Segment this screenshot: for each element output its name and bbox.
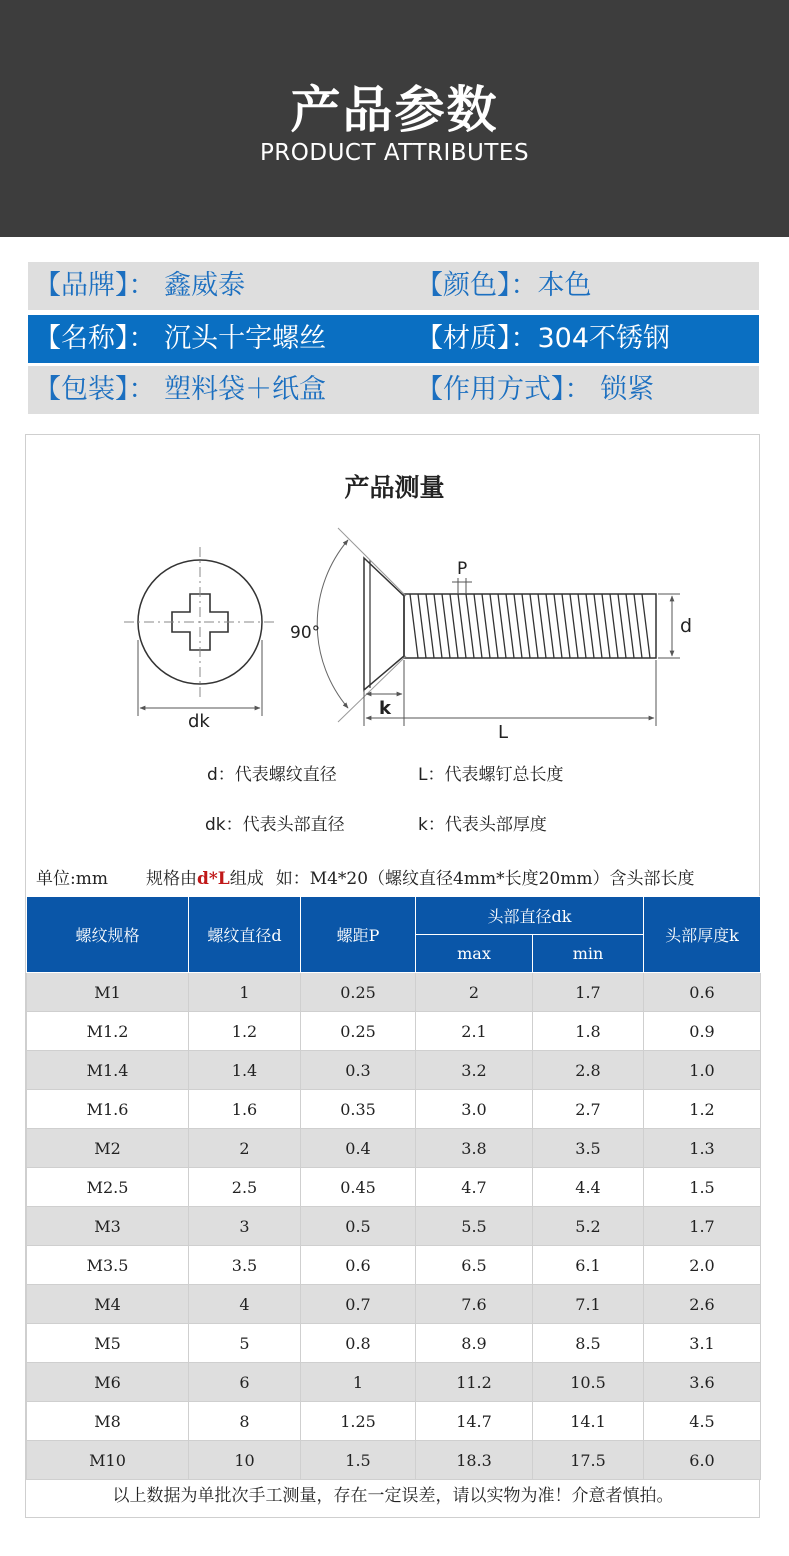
cell-k: 2.6	[644, 1285, 761, 1324]
cell-pitch: 0.8	[301, 1324, 416, 1363]
table-row	[27, 1090, 761, 1129]
attribute-material: 【材质】：304不锈钢	[416, 323, 671, 354]
legend-thread-diameter: d：代表螺纹直径	[207, 765, 337, 785]
cell-k: 4.5	[644, 1402, 761, 1441]
cell-k: 0.9	[644, 1012, 761, 1051]
cell-thread-d: 10	[189, 1441, 301, 1480]
cell-k: 2.0	[644, 1246, 761, 1285]
cell-spec: M10	[27, 1441, 189, 1480]
cell-pitch: 0.35	[301, 1090, 416, 1129]
spec-note	[36, 864, 695, 889]
cell-spec: M2.5	[27, 1168, 189, 1207]
cell-pitch: 0.7	[301, 1285, 416, 1324]
cell-dk-min: 10.5	[533, 1363, 644, 1402]
cell-pitch: 0.4	[301, 1129, 416, 1168]
cell-thread-d: 4	[189, 1285, 301, 1324]
cell-k: 6.0	[644, 1441, 761, 1480]
table-row	[27, 1363, 761, 1402]
cell-spec: M3.5	[27, 1246, 189, 1285]
spec-table	[26, 896, 761, 1480]
cell-thread-d: 8	[189, 1402, 301, 1441]
cell-spec: M4	[27, 1285, 189, 1324]
header-head-dk: 头部直径dk	[416, 897, 644, 935]
cell-thread-d: 1.4	[189, 1051, 301, 1090]
screw-head-top-view	[124, 547, 276, 716]
measurement-title: 产品测量	[344, 473, 445, 502]
table-row	[27, 1246, 761, 1285]
header-max: max	[416, 935, 533, 973]
table-row	[27, 973, 761, 1012]
cell-spec: M3	[27, 1207, 189, 1246]
attribute-brand: 【品牌】： 鑫威泰	[34, 270, 246, 301]
cell-dk-max: 6.5	[416, 1246, 533, 1285]
label-head-dk: dk	[188, 711, 210, 732]
cell-dk-max: 5.5	[416, 1207, 533, 1246]
cell-spec: M8	[27, 1402, 189, 1441]
cell-pitch: 0.3	[301, 1051, 416, 1090]
cell-dk-max: 8.9	[416, 1324, 533, 1363]
cell-dk-min: 3.5	[533, 1129, 644, 1168]
label-length-L: L	[498, 722, 509, 743]
cell-dk-min: 6.1	[533, 1246, 644, 1285]
cell-thread-d: 6	[189, 1363, 301, 1402]
cell-dk-max: 7.6	[416, 1285, 533, 1324]
table-row	[27, 1402, 761, 1441]
header-thread-d: 螺纹直径d	[189, 897, 301, 973]
cell-dk-min: 1.8	[533, 1012, 644, 1051]
cell-spec: M2	[27, 1129, 189, 1168]
cell-pitch: 1.25	[301, 1402, 416, 1441]
cell-dk-max: 2	[416, 973, 533, 1012]
cell-dk-max: 18.3	[416, 1441, 533, 1480]
cell-pitch: 1	[301, 1363, 416, 1402]
legend-head-diameter: dk：代表头部直径	[205, 815, 345, 835]
table-row	[27, 1168, 761, 1207]
cell-spec: M6	[27, 1363, 189, 1402]
cell-dk-min: 17.5	[533, 1441, 644, 1480]
spec-prefix: 规格由	[145, 869, 197, 889]
cell-pitch: 1.5	[301, 1441, 416, 1480]
cell-thread-d: 3	[189, 1207, 301, 1246]
cell-dk-max: 3.0	[416, 1090, 533, 1129]
cell-dk-min: 4.4	[533, 1168, 644, 1207]
legend-head-thickness: k：代表头部厚度	[418, 815, 547, 835]
cell-dk-max: 3.2	[416, 1051, 533, 1090]
table-row	[27, 1129, 761, 1168]
cell-pitch: 0.45	[301, 1168, 416, 1207]
cell-k: 3.6	[644, 1363, 761, 1402]
cell-dk-min: 8.5	[533, 1324, 644, 1363]
spec-suffix: 组成	[229, 869, 264, 889]
label-thread-d: d	[680, 615, 693, 637]
table-row	[27, 1207, 761, 1246]
cell-spec: M1	[27, 973, 189, 1012]
header-title-en: PRODUCT ATTRIBUTES	[259, 140, 530, 166]
disclaimer-note: 以上数据为单批次手工测量，存在一定误差，请以实物为准！介意者慎拍。	[112, 1486, 674, 1506]
cell-pitch: 0.25	[301, 973, 416, 1012]
header-spec: 螺纹规格	[27, 897, 189, 973]
header-head-k: 头部厚度k	[644, 897, 761, 973]
cell-thread-d: 3.5	[189, 1246, 301, 1285]
table-row	[27, 1441, 761, 1480]
legend-total-length: L：代表螺钉总长度	[418, 765, 564, 785]
table-row	[27, 1324, 761, 1363]
cell-thread-d: 2.5	[189, 1168, 301, 1207]
label-pitch: P	[457, 559, 468, 579]
attribute-package: 【包装】： 塑料袋＋纸盒	[34, 374, 327, 405]
attribute-name: 【名称】： 沉头十字螺丝	[34, 323, 327, 354]
unit-label: 单位:mm	[36, 869, 108, 889]
cell-k: 0.6	[644, 973, 761, 1012]
cell-pitch: 0.6	[301, 1246, 416, 1285]
cell-thread-d: 1	[189, 973, 301, 1012]
cell-dk-max: 14.7	[416, 1402, 533, 1441]
table-row	[27, 1012, 761, 1051]
cell-dk-max: 4.7	[416, 1168, 533, 1207]
cell-dk-min: 2.7	[533, 1090, 644, 1129]
spec-formula: d*L	[196, 869, 230, 889]
cell-k: 1.5	[644, 1168, 761, 1207]
cell-k: 1.3	[644, 1129, 761, 1168]
header-title-cn: 产品参数	[290, 81, 499, 139]
table-row	[27, 1051, 761, 1090]
cell-dk-min: 5.2	[533, 1207, 644, 1246]
screw-diagram	[0, 0, 789, 760]
cell-spec: M5	[27, 1324, 189, 1363]
screw-side-view	[317, 528, 680, 726]
header-min: min	[533, 935, 644, 973]
cell-thread-d: 1.6	[189, 1090, 301, 1129]
cell-spec: M1.4	[27, 1051, 189, 1090]
table-row	[27, 1285, 761, 1324]
cell-spec: M1.2	[27, 1012, 189, 1051]
cell-k: 1.0	[644, 1051, 761, 1090]
spec-example: 如：M4*20（螺纹直径4mm*长度20mm）含头部长度	[275, 869, 695, 889]
cell-k: 3.1	[644, 1324, 761, 1363]
cell-thread-d: 1.2	[189, 1012, 301, 1051]
cell-k: 1.7	[644, 1207, 761, 1246]
attribute-color: 【颜色】：本色	[416, 270, 592, 301]
label-angle: 90°	[290, 623, 321, 643]
cell-dk-min: 14.1	[533, 1402, 644, 1441]
cell-thread-d: 2	[189, 1129, 301, 1168]
cell-k: 1.2	[644, 1090, 761, 1129]
cell-dk-max: 11.2	[416, 1363, 533, 1402]
cell-spec: M1.6	[27, 1090, 189, 1129]
header-pitch: 螺距P	[301, 897, 416, 973]
attribute-function: 【作用方式】： 锁紧	[416, 374, 655, 405]
cell-dk-min: 2.8	[533, 1051, 644, 1090]
cell-dk-min: 7.1	[533, 1285, 644, 1324]
cell-pitch: 0.5	[301, 1207, 416, 1246]
cell-dk-max: 2.1	[416, 1012, 533, 1051]
cell-thread-d: 5	[189, 1324, 301, 1363]
cell-dk-max: 3.8	[416, 1129, 533, 1168]
cell-dk-min: 1.7	[533, 973, 644, 1012]
cell-pitch: 0.25	[301, 1012, 416, 1051]
label-head-k: k	[379, 698, 391, 719]
